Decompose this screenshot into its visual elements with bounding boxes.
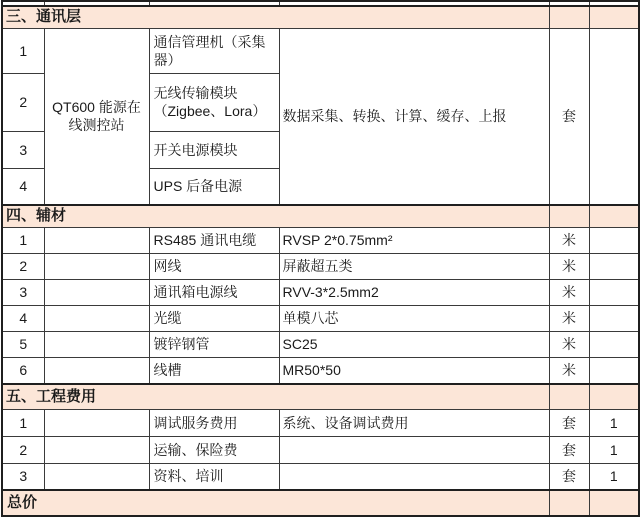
total-qty-cell: [589, 490, 639, 516]
item-name-cell: 调试服务费用: [149, 409, 279, 436]
device-group-cell: QT600 能源在线测控站: [44, 28, 149, 205]
spec-cell: MR50*50: [279, 357, 549, 384]
blank-cell: [44, 279, 149, 305]
item-name-cell: 线槽: [149, 357, 279, 384]
unit-cell: 米: [549, 253, 589, 279]
row-number-cell: 5: [2, 331, 44, 357]
section-header-aux: [2, 205, 639, 227]
qty-cell: [589, 28, 639, 205]
total-label: 总价: [2, 490, 549, 516]
section-qty-cell: [589, 6, 639, 28]
table-row: [2, 409, 639, 436]
row-number-cell: 3: [2, 279, 44, 305]
item-name-cell: 无线传输模块（Zigbee、Lora）: [149, 73, 279, 131]
qty-cell: 1: [589, 463, 639, 490]
blank-cell: [44, 227, 149, 253]
blank-cell: [44, 357, 149, 384]
table-row: [2, 28, 639, 73]
row-number-cell: 1: [2, 227, 44, 253]
row-number-cell: 3: [2, 131, 44, 168]
row-number-cell: 4: [2, 305, 44, 331]
unit-cell: 米: [549, 279, 589, 305]
table-row: [2, 305, 639, 331]
unit-cell: 套: [549, 463, 589, 490]
blank-cell: [44, 436, 149, 463]
blank-cell: [44, 331, 149, 357]
unit-cell: 套: [549, 436, 589, 463]
blank-cell: [44, 305, 149, 331]
row-number-cell: 1: [2, 28, 44, 73]
row-number-cell: 2: [2, 73, 44, 131]
item-name-cell: 光缆: [149, 305, 279, 331]
unit-cell: 米: [549, 331, 589, 357]
spec-cell: SC25: [279, 331, 549, 357]
section-unit-cell: [549, 205, 589, 227]
unit-cell: 套: [549, 28, 589, 205]
row-number-cell: 4: [2, 168, 44, 205]
section-header-project: [2, 384, 639, 409]
qty-cell: [589, 279, 639, 305]
blank-cell: [44, 463, 149, 490]
spec-cell: RVSP 2*0.75mm²: [279, 227, 549, 253]
row-number-cell: 1: [2, 409, 44, 436]
table-row: [2, 253, 639, 279]
blank-cell: [44, 409, 149, 436]
item-name-cell: RS485 通讯电缆: [149, 227, 279, 253]
table-row: [2, 463, 639, 490]
section-title: 五、工程费用: [2, 384, 549, 409]
spec-cell: [279, 463, 549, 490]
item-name-cell: 通讯箱电源线: [149, 279, 279, 305]
table-row: [2, 357, 639, 384]
section-title: 三、通讯层: [2, 6, 549, 28]
item-name-cell: 开关电源模块: [149, 131, 279, 168]
section-title: 四、辅材: [2, 205, 549, 227]
item-name-cell: 通信管理机（采集器）: [149, 28, 279, 73]
table-row: [2, 227, 639, 253]
qty-cell: [589, 253, 639, 279]
table-row: [2, 436, 639, 463]
total-unit-cell: [549, 490, 589, 516]
unit-cell: 米: [549, 227, 589, 253]
item-name-cell: 网线: [149, 253, 279, 279]
unit-cell: 米: [549, 357, 589, 384]
unit-cell: 米: [549, 305, 589, 331]
spec-cell: [279, 436, 549, 463]
spec-cell: 系统、设备调试费用: [279, 409, 549, 436]
item-name-cell: 资料、培训: [149, 463, 279, 490]
qty-cell: 1: [589, 409, 639, 436]
quotation-table: [1, 0, 640, 517]
section-qty-cell: [589, 384, 639, 409]
spec-cell: 数据采集、转换、计算、缓存、上报: [279, 28, 549, 205]
section-unit-cell: [549, 6, 589, 28]
table-row: [2, 279, 639, 305]
qty-cell: [589, 227, 639, 253]
qty-cell: 1: [589, 436, 639, 463]
section-qty-cell: [589, 205, 639, 227]
section-unit-cell: [549, 384, 589, 409]
spec-cell: RVV-3*2.5mm2: [279, 279, 549, 305]
table-row: [2, 331, 639, 357]
row-number-cell: 6: [2, 357, 44, 384]
section-header-comm: [2, 6, 639, 28]
item-name-cell: 镀锌钢管: [149, 331, 279, 357]
item-name-cell: UPS 后备电源: [149, 168, 279, 205]
spec-cell: 单模八芯: [279, 305, 549, 331]
qty-cell: [589, 305, 639, 331]
qty-cell: [589, 331, 639, 357]
row-number-cell: 2: [2, 436, 44, 463]
qty-cell: [589, 357, 639, 384]
item-name-cell: 运输、保险费: [149, 436, 279, 463]
blank-cell: [44, 253, 149, 279]
row-number-cell: 3: [2, 463, 44, 490]
row-number-cell: 2: [2, 253, 44, 279]
spec-cell: 屏蔽超五类: [279, 253, 549, 279]
unit-cell: 套: [549, 409, 589, 436]
total-row: [2, 490, 639, 516]
